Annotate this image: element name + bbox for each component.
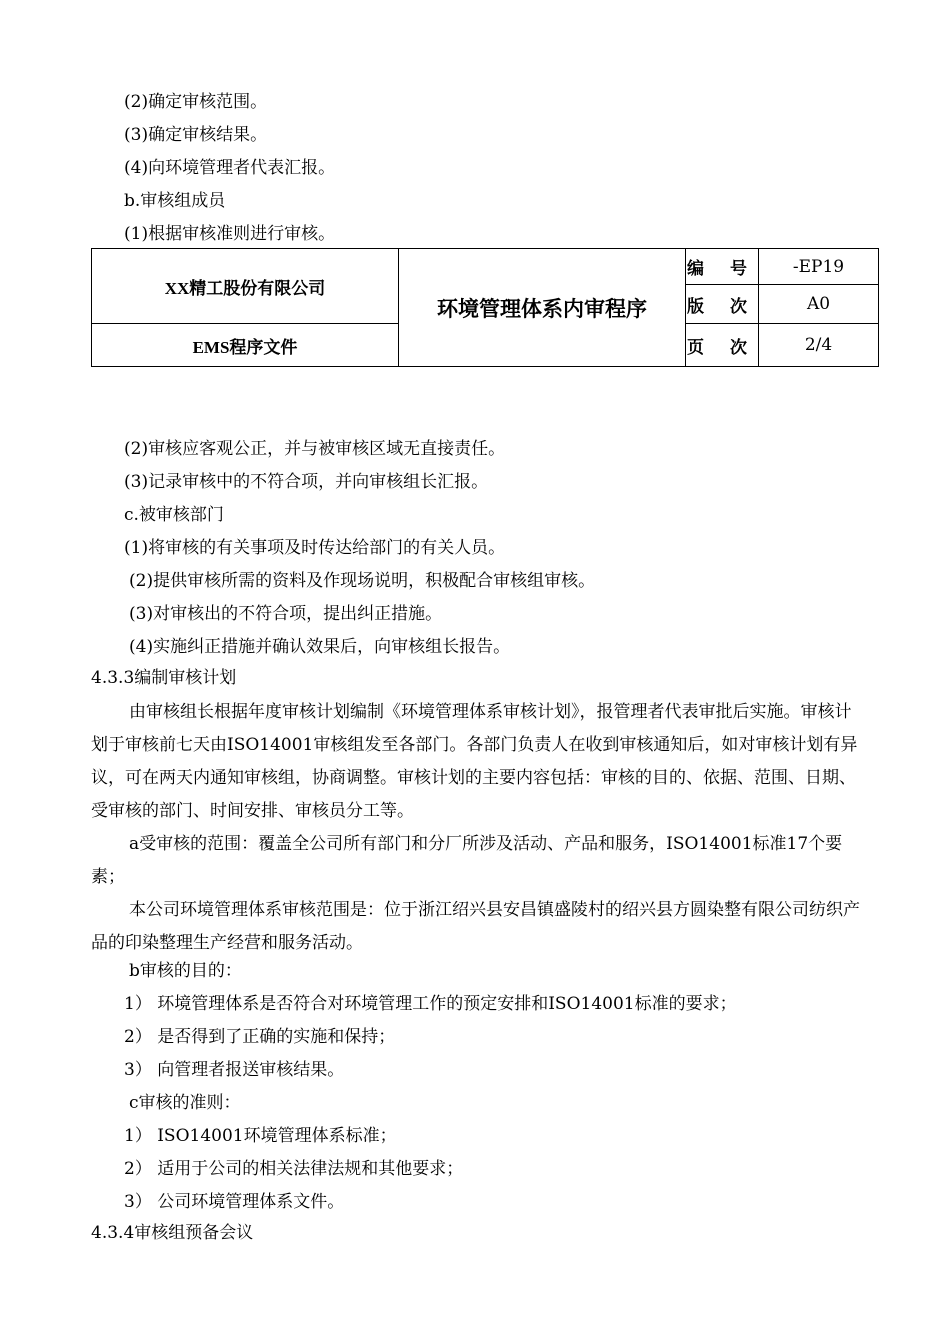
field-value-page: 2/4 [759,324,879,367]
text-line: (1)将审核的有关事项及时传达给部门的有关人员。 [124,538,506,558]
text-line: (3)确定审核结果。 [124,125,268,145]
text-line: (4)向环境管理者代表汇报。 [124,158,336,178]
list-item: 2） 是否得到了正确的实施和保持； [124,1027,396,1047]
paragraph-audit-scope [91,828,863,894]
list-item: 3） 公司环境管理体系文件。 [124,1192,345,1212]
paragraph-audit-plan [91,696,863,828]
field-label-page: 页 次 [686,324,759,367]
list-item: 3） 向管理者报送审核结果。 [124,1060,345,1080]
field-label-version: 版 次 [686,285,759,324]
paragraph-audit-scope-detail [91,894,863,960]
text-line: (2)提供审核所需的资料及作现场说明，积极配合审核组审核。 [129,571,596,591]
company-name: XX精工股份有限公司 [92,249,399,324]
list-item: 1） ISO14001环境管理体系标准； [124,1126,397,1146]
field-label-number: 编 号 [686,249,759,285]
text-line: b.审核组成员 [124,191,226,211]
paragraph-text: 本公司环境管理体系审核范围是：位于浙江绍兴县安昌镇盛陵村的绍兴县方圆染整有限公司纺织产品的印染整理生产经营和服务活动。 [91,900,860,953]
section-heading-4-3-3: 4.3.3编制审核计划 [91,668,237,688]
text-line: c.被审核部门 [124,505,224,525]
text-line: (1)根据审核准则进行审核。 [124,224,336,244]
text-line: (2)确定审核范围。 [124,92,268,112]
text-line: (4)实施纠正措施并确认效果后，向审核组长报告。 [129,637,511,657]
list-item: 2） 适用于公司的相关法律法规和其他要求； [124,1159,464,1179]
paragraph-text: a受审核的范围：覆盖全公司所有部门和分厂所涉及活动、产品和服务，ISO14001标准17个要素； [91,834,843,887]
document-header-table [91,248,879,367]
list-item: 1） 环境管理体系是否符合对环境管理工作的预定安排和ISO14001标准的要求； [124,994,737,1014]
text-line: (2)审核应客观公正，并与被审核区域无直接责任。 [124,439,506,459]
section-heading-4-3-4: 4.3.4审核组预备会议 [91,1223,254,1243]
paragraph-text: 由审核组长根据年度审核计划编制《环境管理体系审核计划》，报管理者代表审批后实施。审核计划于审核前七天由ISO14001审核组发至各部门。各部门负责人在收到审核通知后，如对审核计划有异议，可在两天内通知审核组，协商调整。审核计划的主要内容包括：审核的目的、依据、范围、日期、受审核的部门、时间安排、审核员分工等。 [91,702,858,821]
purpose-heading: b审核的目的： [129,961,242,981]
document-type: EMS程序文件 [92,324,399,367]
criteria-heading: c审核的准则： [129,1093,241,1113]
field-value-number: -EP19 [759,249,879,285]
text-line: (3)记录审核中的不符合项，并向审核组长汇报。 [124,472,489,492]
text-line: (3)对审核出的不符合项，提出纠正措施。 [129,604,443,624]
field-value-version: A0 [759,285,879,324]
document-title: 环境管理体系内审程序 [399,249,686,367]
